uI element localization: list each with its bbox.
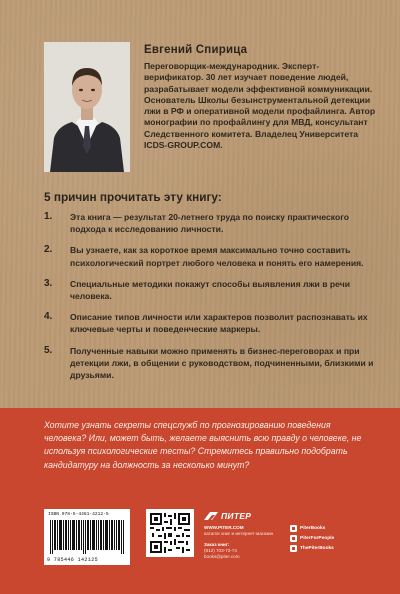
social-label: ThePiterBooks — [300, 546, 334, 551]
reasons-list — [44, 211, 374, 390]
reason-text: Описание типов личности или характеров позволит распознавать их ключевые черты и поведенческие маркеры. — [70, 312, 368, 335]
publisher-contacts — [204, 525, 286, 560]
author-name: Евгений Спирица — [144, 44, 248, 56]
reason-number: 2. — [44, 244, 53, 256]
qr-code — [146, 509, 194, 557]
barcode-digits: 9 785446 142125 — [47, 557, 99, 563]
reason-item — [44, 211, 374, 235]
qr-code-icon — [150, 513, 190, 553]
piter-logo-icon — [204, 512, 218, 521]
publisher-site-link[interactable]: WWW.PITER.COM — [204, 525, 244, 530]
reason-number: 5. — [44, 344, 53, 356]
social-label: PiterBooks — [300, 526, 326, 531]
reason-item — [44, 311, 374, 335]
social-network-icon — [290, 535, 297, 542]
barcode — [44, 509, 130, 565]
publisher-social — [290, 525, 374, 555]
reason-text: Специальные методики покажут способы выявления лжи в речи человека. — [70, 278, 350, 302]
reason-text: Вы узнаете, как за короткое время максимально точно составить психологический портрет любого человека и понять его намерения. — [70, 245, 364, 268]
isbn-label: ISBN 978-5-4461-4212-5 — [48, 512, 109, 517]
reason-item — [44, 345, 374, 382]
reason-item — [44, 278, 374, 302]
publisher-site-note: каталог книг и интернет-магазин — [204, 531, 274, 536]
social-item[interactable] — [290, 535, 374, 542]
publisher-logo-text: ПИТЕР — [221, 511, 252, 521]
order-email[interactable]: books@piter.com — [204, 554, 240, 559]
promo-text: Хотите узнать секреты спецслужб по прогнозированию поведения человека? Или, может быть, желаете выяснить всю правду о человеке, не используя психологические тесты? Стремитесь правильно подобрать кандидатуру на должность за несколько минут? — [44, 420, 362, 470]
reasons-title: 5 причин прочитать эту книгу: — [44, 190, 222, 204]
social-network-icon — [290, 545, 297, 552]
reason-number: 4. — [44, 311, 53, 323]
reason-text: Эта книга — результат 20-летнего труда по поиску практического подхода к исследованию личности. — [70, 212, 349, 235]
social-label: PiterForPeople — [300, 536, 335, 541]
publisher-info — [204, 511, 374, 565]
order-label: Заказ книг: — [204, 542, 230, 547]
publisher-logo — [204, 511, 374, 521]
reason-number: 3. — [44, 277, 53, 289]
social-item[interactable] — [290, 525, 374, 532]
reason-number: 1. — [44, 211, 53, 222]
author-bio: Переговорщик-международник. Эксперт-верификатор. 30 лет изучает поведение людей, разрабатывает модели эффективной коммуникации. Основатель Школы безынструментальной детекции лжи в РФ и оперативной модели профайлинга. Автор монографии по профайлингу для МВД, консультант Следственного комитета. Владелец Университета ICDS-GROUP.COM. — [144, 61, 376, 151]
author-photo — [44, 42, 130, 172]
barcode-bars-icon — [50, 520, 124, 554]
social-network-icon — [290, 525, 297, 532]
order-phone: (812) 703-73-74 — [204, 548, 237, 553]
reason-text: Полученные навыки можно применять в бизнес-переговорах и при детекции лжи, в общении с руководством, подчиненными, близкими и друзьями. — [70, 345, 374, 381]
social-item[interactable] — [290, 545, 374, 552]
reason-item — [44, 244, 374, 268]
